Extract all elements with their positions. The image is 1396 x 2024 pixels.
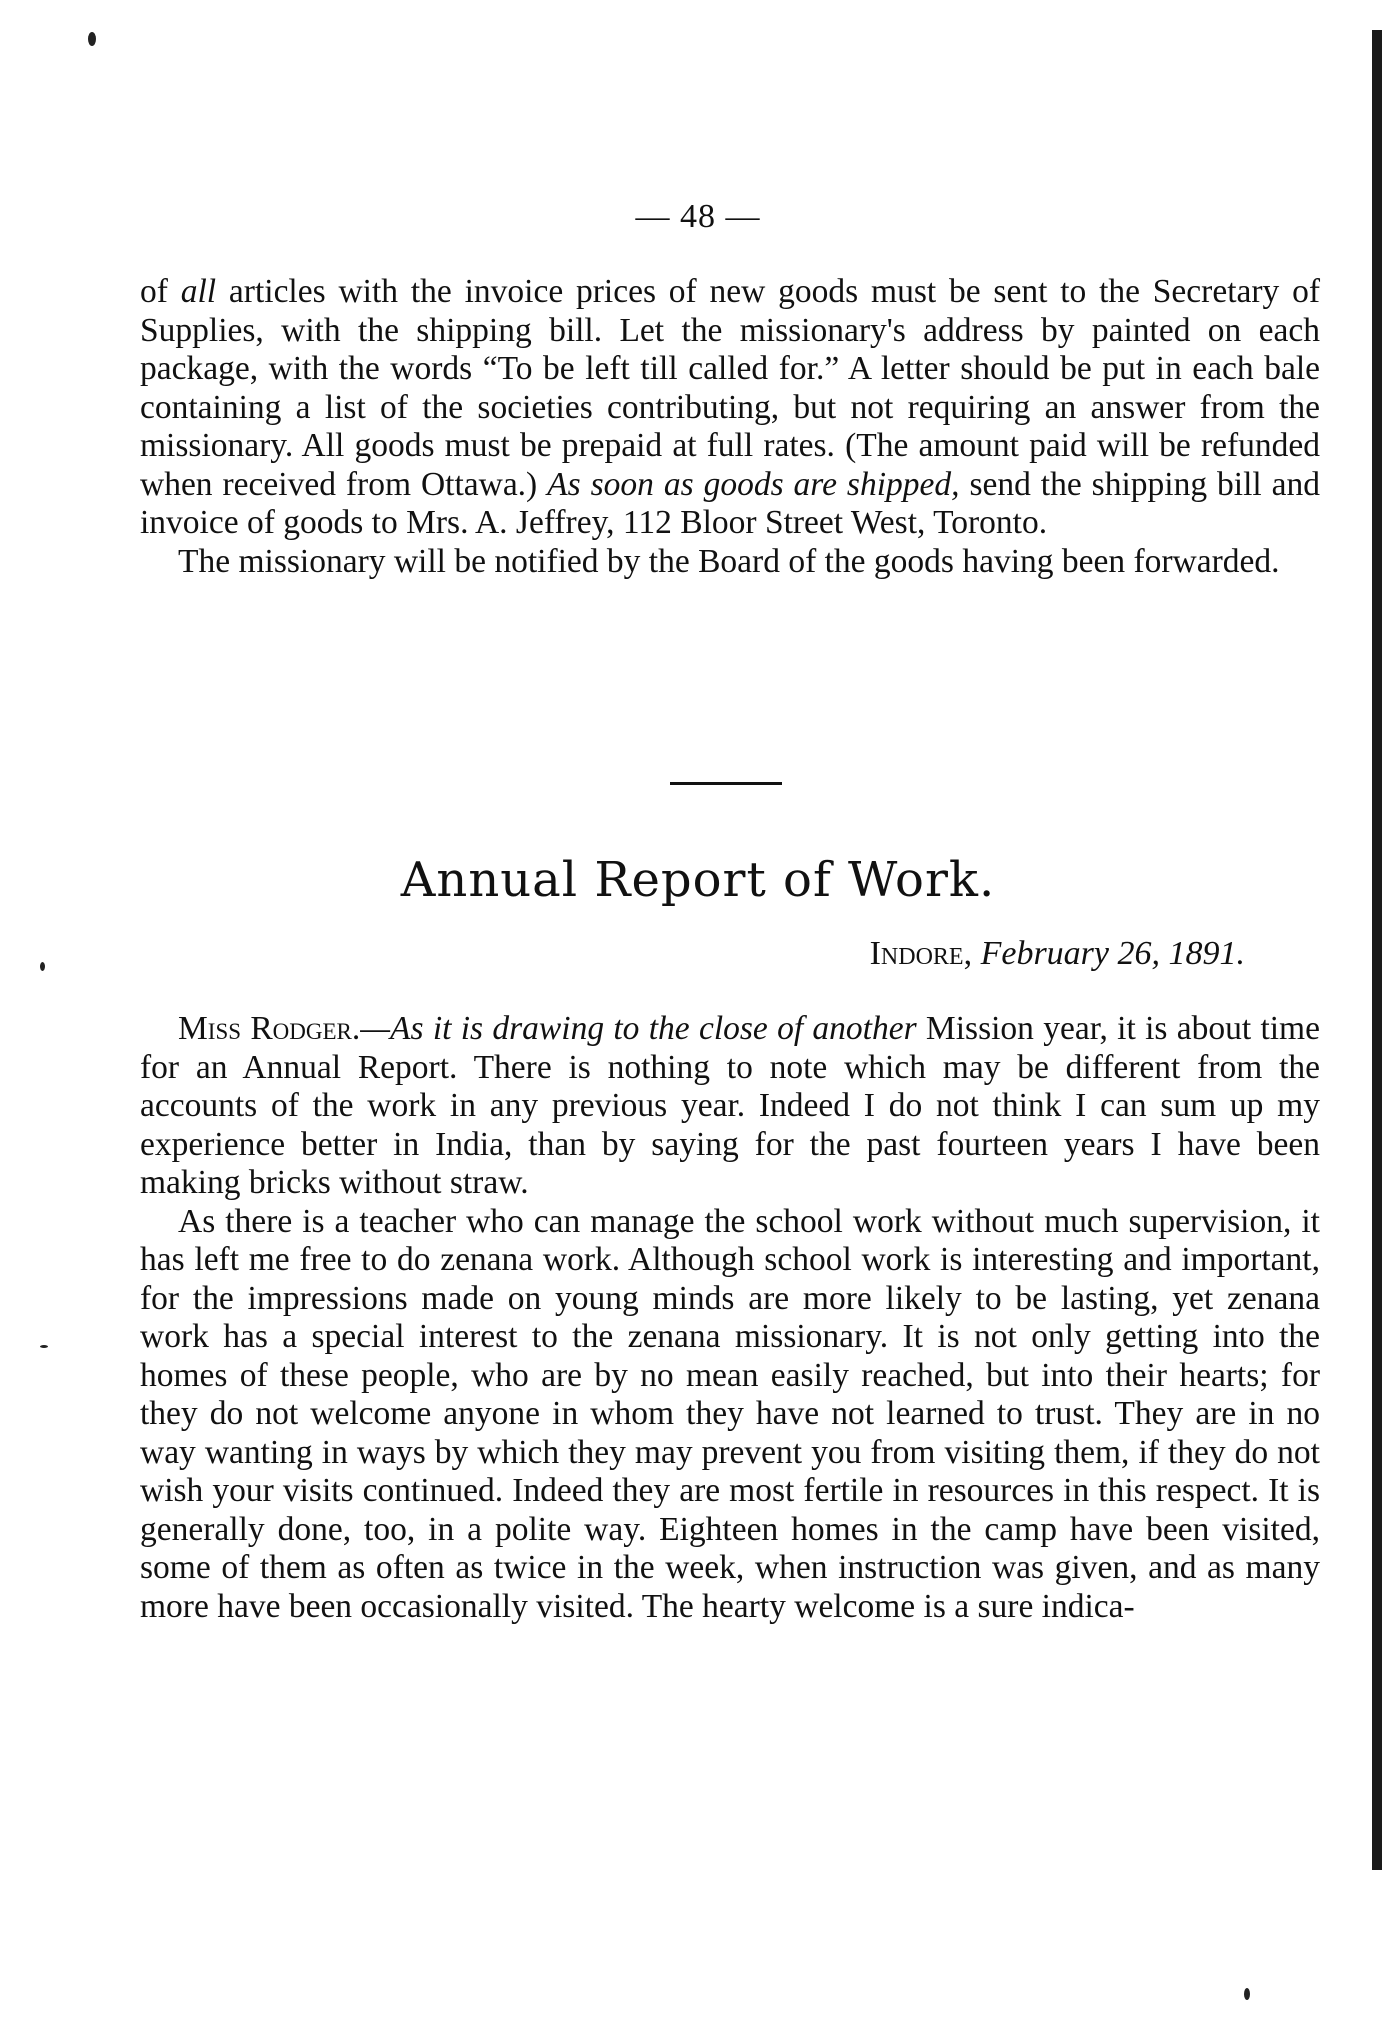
- scan-speck: [88, 32, 96, 46]
- paragraph-notice: The missionary will be notified by the Board of the goods having been forwarded.: [178, 542, 1280, 580]
- scan-speck: [40, 962, 45, 971]
- page-number: — 48 —: [635, 198, 761, 235]
- body-text-top: [140, 273, 1320, 581]
- body-text-report: [140, 1010, 1320, 1626]
- section-divider: [670, 782, 782, 785]
- paragraph-shipping: of all articles with the invoice prices of new goods must be sent to the Secretary of Supplies, with the shipping bill. Let the missionary's address by painted on each package, with the words “To be left till called for.” A letter should be put in each bale containing a list of the societies contributing, but not requiring an answer from the missionary. All goods must be prepaid at full rates. (The amount paid will be refunded when received from Ottawa.) As soon as goods are shipped, send the shipping bill and invoice of goods to Mrs. A. Jeffrey, 112 Bloor Street West, Toronto.: [140, 273, 1321, 541]
- paragraph-zenana-work: As there is a teacher who can manage the school work without much supervision, it has left me free to do zenana work. Although school work is interesting and important, for the impressions made on young minds are more likely to be lasting, yet zenana work has a special interest to the zenana missionary. It is not only getting into the homes of these people, who are by no mean easily reached, but into their hearts; for they do not welcome anyone in whom they have not learned to trust. They are in no way wanting in ways by which they may prevent you from visiting them, if they do not wish your visits continued. Indeed they are most fertile in resources in this respect. It is generally done, too, in a polite way. Eighteen homes in the camp have been visited, some of them as often as twice in the week, when instruction was given, and as many more have been occasionally visited. The hearty welcome is a sure indica-: [140, 1202, 1320, 1625]
- scan-speck: [1244, 1988, 1250, 2000]
- section-heading: Annual Report of Work.: [400, 852, 996, 908]
- dateline: Indore, February 26, 1891.: [869, 935, 1245, 972]
- scan-speck: [40, 1345, 48, 1348]
- scan-edge-bar: [1372, 30, 1382, 1870]
- paragraph-report-intro: Miss Rodger.—As it is drawing to the close of another Mission year, it is about time for an Annual Report. There is nothing to note which may be different from the accounts of the work in any previous year. Indeed I do not think I can sum up my experience better in India, than by saying for the past fourteen years I have been making bricks without straw.: [140, 1010, 1320, 1201]
